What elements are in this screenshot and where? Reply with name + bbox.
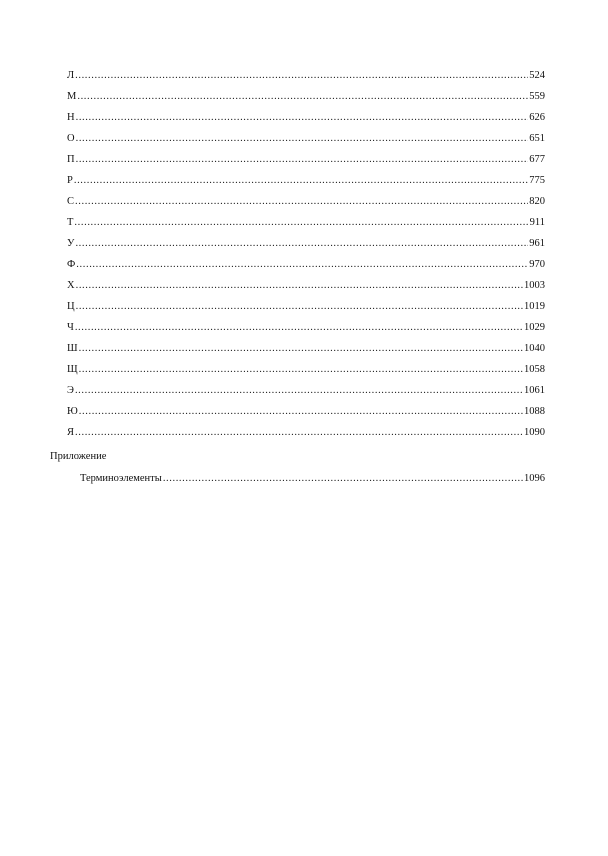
toc-entry-letter-m[interactable] bbox=[67, 89, 545, 105]
toc-entry-page-number: 1040 bbox=[524, 343, 545, 354]
toc-entry-label: Я bbox=[67, 427, 75, 438]
toc-entry-letter-n[interactable] bbox=[67, 110, 545, 126]
toc-entry-label: Н bbox=[67, 112, 75, 123]
toc-entry-letter-kh[interactable] bbox=[67, 278, 545, 294]
dot-leader bbox=[79, 404, 523, 420]
dot-leader bbox=[76, 257, 528, 273]
appendix-heading: Приложение bbox=[50, 451, 107, 462]
toc-entry-letter-t[interactable] bbox=[67, 215, 545, 231]
dot-leader bbox=[74, 173, 528, 189]
toc-entry-page-number: 1029 bbox=[524, 322, 545, 333]
toc-entry-page-number: 677 bbox=[529, 154, 545, 165]
dot-leader bbox=[76, 131, 529, 147]
toc-entry-letter-shch[interactable] bbox=[67, 362, 545, 378]
toc-entry-label: У bbox=[67, 238, 75, 249]
toc-entry-label: Терминоэлементы bbox=[80, 473, 162, 484]
toc-entry-label: Л bbox=[67, 70, 75, 81]
toc-entry-letter-sh[interactable] bbox=[67, 341, 545, 357]
toc-entry-label: Т bbox=[67, 217, 74, 228]
dot-leader bbox=[163, 471, 523, 487]
toc-entry-label: Ш bbox=[67, 343, 78, 354]
toc-entry-label: Щ bbox=[67, 364, 78, 375]
toc-entry-page-number: 1090 bbox=[524, 427, 545, 438]
toc-entry-appendix-terminoelements[interactable] bbox=[80, 471, 545, 487]
toc-entry-page-number: 1088 bbox=[524, 406, 545, 417]
toc-entry-letter-r[interactable] bbox=[67, 173, 545, 189]
toc-entry-label: М bbox=[67, 91, 77, 102]
dot-leader bbox=[75, 68, 528, 84]
toc-entry-page-number: 1019 bbox=[524, 301, 545, 312]
dot-leader bbox=[75, 236, 528, 252]
toc-entry-letter-ch[interactable] bbox=[67, 320, 545, 336]
toc-entry-letter-e[interactable] bbox=[67, 383, 545, 399]
toc-entry-label: С bbox=[67, 196, 75, 207]
dot-leader bbox=[79, 362, 523, 378]
dot-leader bbox=[75, 320, 523, 336]
dot-leader bbox=[77, 89, 528, 105]
toc-entry-label: Ф bbox=[67, 259, 76, 270]
dot-leader bbox=[75, 425, 523, 441]
toc-entry-page-number: 911 bbox=[529, 217, 545, 228]
toc-entry-letter-l[interactable] bbox=[67, 68, 545, 84]
toc-entry-label: Р bbox=[67, 175, 73, 186]
dot-leader bbox=[76, 299, 523, 315]
toc-entry-page-number: 524 bbox=[529, 70, 545, 81]
dot-leader bbox=[75, 194, 528, 210]
toc-entry-page-number: 559 bbox=[529, 91, 545, 102]
dot-leader bbox=[75, 383, 523, 399]
dot-leader bbox=[79, 341, 523, 357]
dot-leader bbox=[76, 110, 529, 126]
toc-entry-page-number: 970 bbox=[529, 259, 545, 270]
toc-entry-page-number: 651 bbox=[529, 133, 545, 144]
dot-leader bbox=[76, 278, 523, 294]
toc-entry-label: Х bbox=[67, 280, 75, 291]
toc-entry-label: Ч bbox=[67, 322, 74, 333]
toc-entry-page-number: 626 bbox=[529, 112, 545, 123]
toc-entry-page-number: 1003 bbox=[524, 280, 545, 291]
toc-entry-letter-yu[interactable] bbox=[67, 404, 545, 420]
toc-entry-label: О bbox=[67, 133, 75, 144]
dot-leader bbox=[74, 215, 528, 231]
toc-entry-letter-p[interactable] bbox=[67, 152, 545, 168]
toc-entry-letter-ts[interactable] bbox=[67, 299, 545, 315]
toc-entry-label: П bbox=[67, 154, 75, 165]
toc-entry-letter-ya[interactable] bbox=[67, 425, 545, 441]
toc-entry-letter-o[interactable] bbox=[67, 131, 545, 147]
toc-entry-label: Э bbox=[67, 385, 74, 396]
toc-entry-page-number: 1096 bbox=[524, 473, 545, 484]
toc-entry-page-number: 961 bbox=[529, 238, 545, 249]
dot-leader bbox=[76, 152, 529, 168]
toc-entry-letter-s[interactable] bbox=[67, 194, 545, 210]
toc-entry-letter-u[interactable] bbox=[67, 236, 545, 252]
toc-entry-page-number: 820 bbox=[529, 196, 545, 207]
toc-entry-page-number: 1058 bbox=[524, 364, 545, 375]
toc-entry-page-number: 1061 bbox=[524, 385, 545, 396]
toc-entry-label: Ц bbox=[67, 301, 75, 312]
toc-entry-label: Ю bbox=[67, 406, 78, 417]
toc-entry-letter-f[interactable] bbox=[67, 257, 545, 273]
toc-entry-page-number: 775 bbox=[529, 175, 545, 186]
